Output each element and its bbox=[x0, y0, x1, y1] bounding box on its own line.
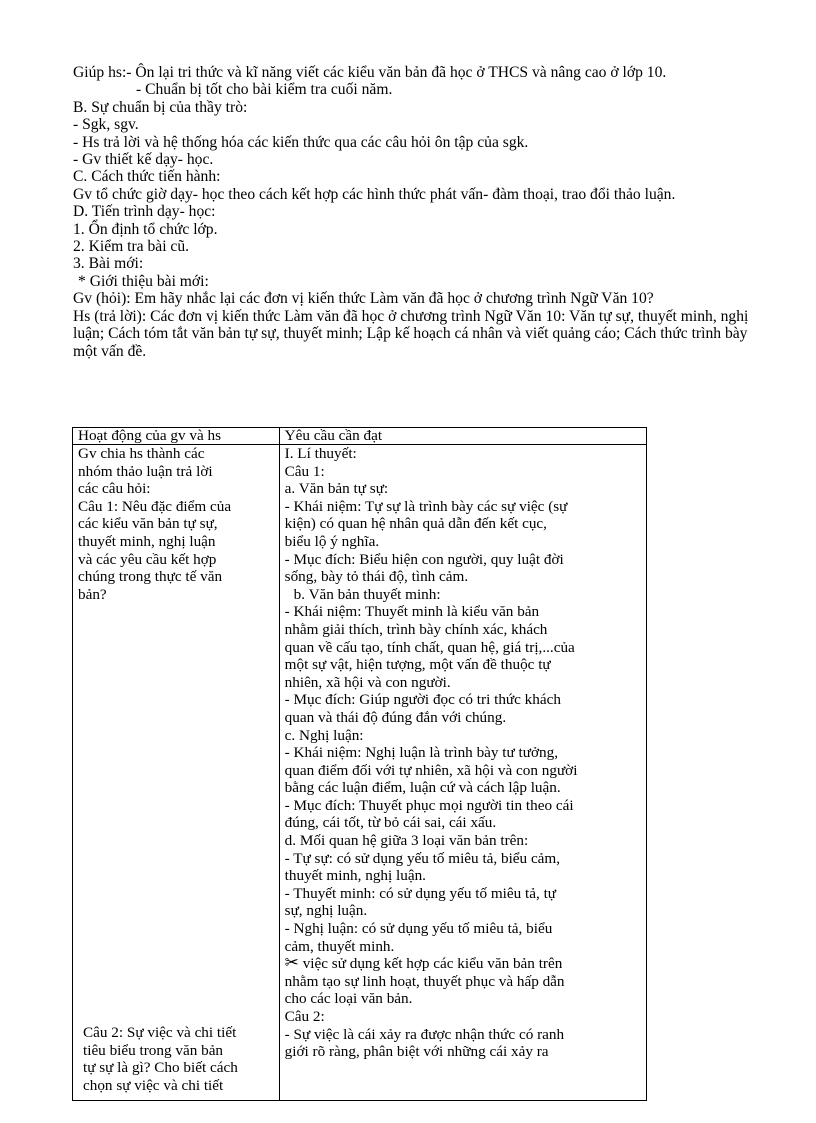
activity-line: tự sự là gì? Cho biết cách bbox=[83, 1059, 238, 1077]
lesson-table bbox=[72, 427, 647, 1101]
requirement-line: b. Văn bản thuyết minh: bbox=[293, 585, 441, 603]
question-2-block bbox=[83, 1024, 278, 1094]
requirement-line: đúng, cái tốt, từ bỏ cái sai, cái xấu. bbox=[284, 814, 497, 832]
activity-line: nhóm thảo luận trả lời bbox=[78, 462, 213, 480]
step-item: 3. Bài mới: bbox=[73, 255, 144, 273]
requirement-line: một sự vật, hiện tượng, một vấn đề thuộc tự bbox=[284, 656, 551, 674]
requirement-line: kiện) có quan hệ nhân quả dẫn đến kết cục, bbox=[284, 515, 547, 533]
requirement-line: sống, bày tỏ thái độ, tình cảm. bbox=[284, 568, 469, 586]
requirement-line: sự, nghị luận. bbox=[284, 902, 368, 920]
intro-section bbox=[73, 64, 773, 360]
section-heading-b: B. Sự chuẩn bị của thầy trò: bbox=[73, 98, 248, 116]
prep-item: - Hs trả lời và hệ thống hóa các kiến thức qua các câu hỏi ôn tập của sgk. bbox=[73, 133, 529, 151]
requirement-line: - Khái niệm: Nghị luận là trình bày tư tưởng, bbox=[284, 744, 559, 762]
step-item: 1. Ổn định tổ chức lớp. bbox=[73, 220, 218, 238]
prep-item: - Gv thiết kế dạy- học. bbox=[73, 151, 214, 169]
table-row bbox=[73, 445, 647, 1101]
requirement-line: c. Nghị luận: bbox=[284, 726, 364, 744]
requirement-line: - Nghị luận: có sử dụng yếu tố miêu tả, biểu bbox=[284, 920, 553, 938]
activity-line: thuyết minh, nghị luận bbox=[78, 532, 216, 550]
student-answer: Hs (trả lời): Các đơn vị kiến thức Làm văn đã học ở chương trình Ngữ Văn 10: Văn tự sự, thuyết minh, nghị luận; Cách tóm tắt văn bản tự sự, thuyết minh; Lập kế hoạch cá nhân và viết quảng cáo; Cách thức trình bày một vấn đề. bbox=[73, 307, 749, 360]
requirement-line: giới rõ ràng, phân biệt với những cái xảy ra bbox=[284, 1043, 549, 1061]
activities-cell bbox=[73, 445, 280, 1101]
requirement-line: nhằm giải thích, trình bày chính xác, khách bbox=[284, 620, 548, 638]
requirement-line: a. Văn bản tự sự: bbox=[284, 480, 389, 498]
requirement-line: nhằm tạo sự linh hoạt, thuyết phục và hấp dẫn bbox=[284, 972, 565, 990]
requirement-line: biểu lộ ý nghĩa. bbox=[284, 532, 380, 550]
activity-line: chúng trong thực tế văn bbox=[78, 568, 223, 586]
intro-subheading: * Giới thiệu bài mới: bbox=[78, 272, 209, 290]
requirement-line: - Khái niệm: Tự sự là trình bày các sự việc (sự bbox=[284, 497, 568, 515]
activity-line: bản? bbox=[78, 585, 107, 603]
activity-line: tiêu biểu trong văn bản bbox=[83, 1041, 224, 1059]
activity-line: các kiểu văn bản tự sự, bbox=[78, 515, 218, 533]
requirement-line: quan về cấu tạo, tính chất, quan hệ, giá trị,...của bbox=[284, 638, 575, 656]
scissors-icon: ✂ bbox=[284, 953, 299, 974]
step-item: 2. Kiểm tra bài cũ. bbox=[73, 238, 190, 256]
requirement-line bbox=[285, 955, 644, 973]
conclusion-line: việc sử dụng kết hợp các kiểu văn bản trên bbox=[302, 955, 563, 973]
objective-line-2: - Chuẩn bị tốt cho bài kiểm tra cuối năm. bbox=[136, 81, 393, 99]
activity-line: Gv chia hs thành các bbox=[78, 445, 205, 462]
requirement-line: - Mục đích: Thuyết phục mọi người tin theo cái bbox=[284, 796, 574, 814]
requirement-line: - Khái niệm: Thuyết minh là kiểu văn bản bbox=[284, 603, 540, 621]
requirement-line: - Thuyết minh: có sử dụng yếu tố miêu tả, tự bbox=[284, 884, 557, 902]
requirement-line: d. Mối quan hệ giữa 3 loại văn bản trên: bbox=[284, 832, 529, 850]
requirement-line: Câu 2: bbox=[284, 1008, 325, 1025]
requirement-line: - Mục đích: Giúp người đọc có tri thức khách bbox=[284, 691, 561, 709]
requirement-line: quan điểm đối với tự nhiên, xã hội và con người bbox=[284, 761, 578, 779]
requirement-line: - Sự việc là cái xảy ra được nhận thức có ranh bbox=[284, 1025, 565, 1043]
objective-line: Giúp hs:- Ôn lại tri thức và kĩ năng viết các kiểu văn bản đã học ở THCS và nâng cao ở lớp 10. bbox=[73, 64, 667, 81]
teacher-question: Gv (hỏi): Em hãy nhắc lại các đơn vị kiến thức Làm văn đã học ở chương trình Ngữ Văn 10? bbox=[73, 290, 654, 308]
header-activities: Hoạt động của gv và hs bbox=[73, 428, 280, 445]
requirement-line: bằng các luận điểm, luận cứ và cách lập luận. bbox=[284, 779, 561, 797]
activity-line: chọn sự việc và chi tiết bbox=[83, 1076, 224, 1094]
requirement-line: quan và thái độ đúng đắn với chúng. bbox=[284, 708, 507, 726]
requirement-line: cho các loại văn bản. bbox=[284, 990, 413, 1008]
activity-line: Câu 1: Nêu đặc điểm của bbox=[78, 497, 232, 515]
section-heading-d: D. Tiến trình dạy- học: bbox=[73, 203, 216, 221]
section-heading-c: C. Cách thức tiến hành: bbox=[73, 168, 221, 186]
method-paragraph: Gv tổ chức giờ dạy- học theo cách kết hợp các hình thức phát vấn- đàm thoại, trao đổi thảo luận. bbox=[73, 185, 676, 203]
requirement-line: - Tự sự: có sử dụng yếu tố miêu tả, biểu cảm, bbox=[284, 849, 561, 867]
requirement-line: thuyết minh, nghị luận. bbox=[284, 867, 426, 885]
activity-line: Câu 2: Sự việc và chi tiết bbox=[83, 1024, 237, 1041]
activity-line: và các yêu cầu kết hợp bbox=[78, 550, 217, 568]
requirement-line: nhiên, xã hội và con người. bbox=[284, 673, 451, 691]
requirement-line: Câu 1: bbox=[284, 462, 325, 480]
requirement-line: - Mục đích: Biểu hiện con người, quy luật đời bbox=[284, 550, 564, 568]
requirement-line: I. Lí thuyết: bbox=[284, 445, 357, 462]
prep-item: - Sgk, sgv. bbox=[73, 116, 139, 134]
header-requirements: Yêu cầu cần đạt bbox=[279, 428, 646, 445]
activity-line: các câu hỏi: bbox=[78, 480, 151, 498]
requirement-line: cảm, thuyết minh. bbox=[284, 937, 395, 955]
table-header-row bbox=[73, 428, 647, 445]
requirements-cell bbox=[279, 445, 646, 1101]
